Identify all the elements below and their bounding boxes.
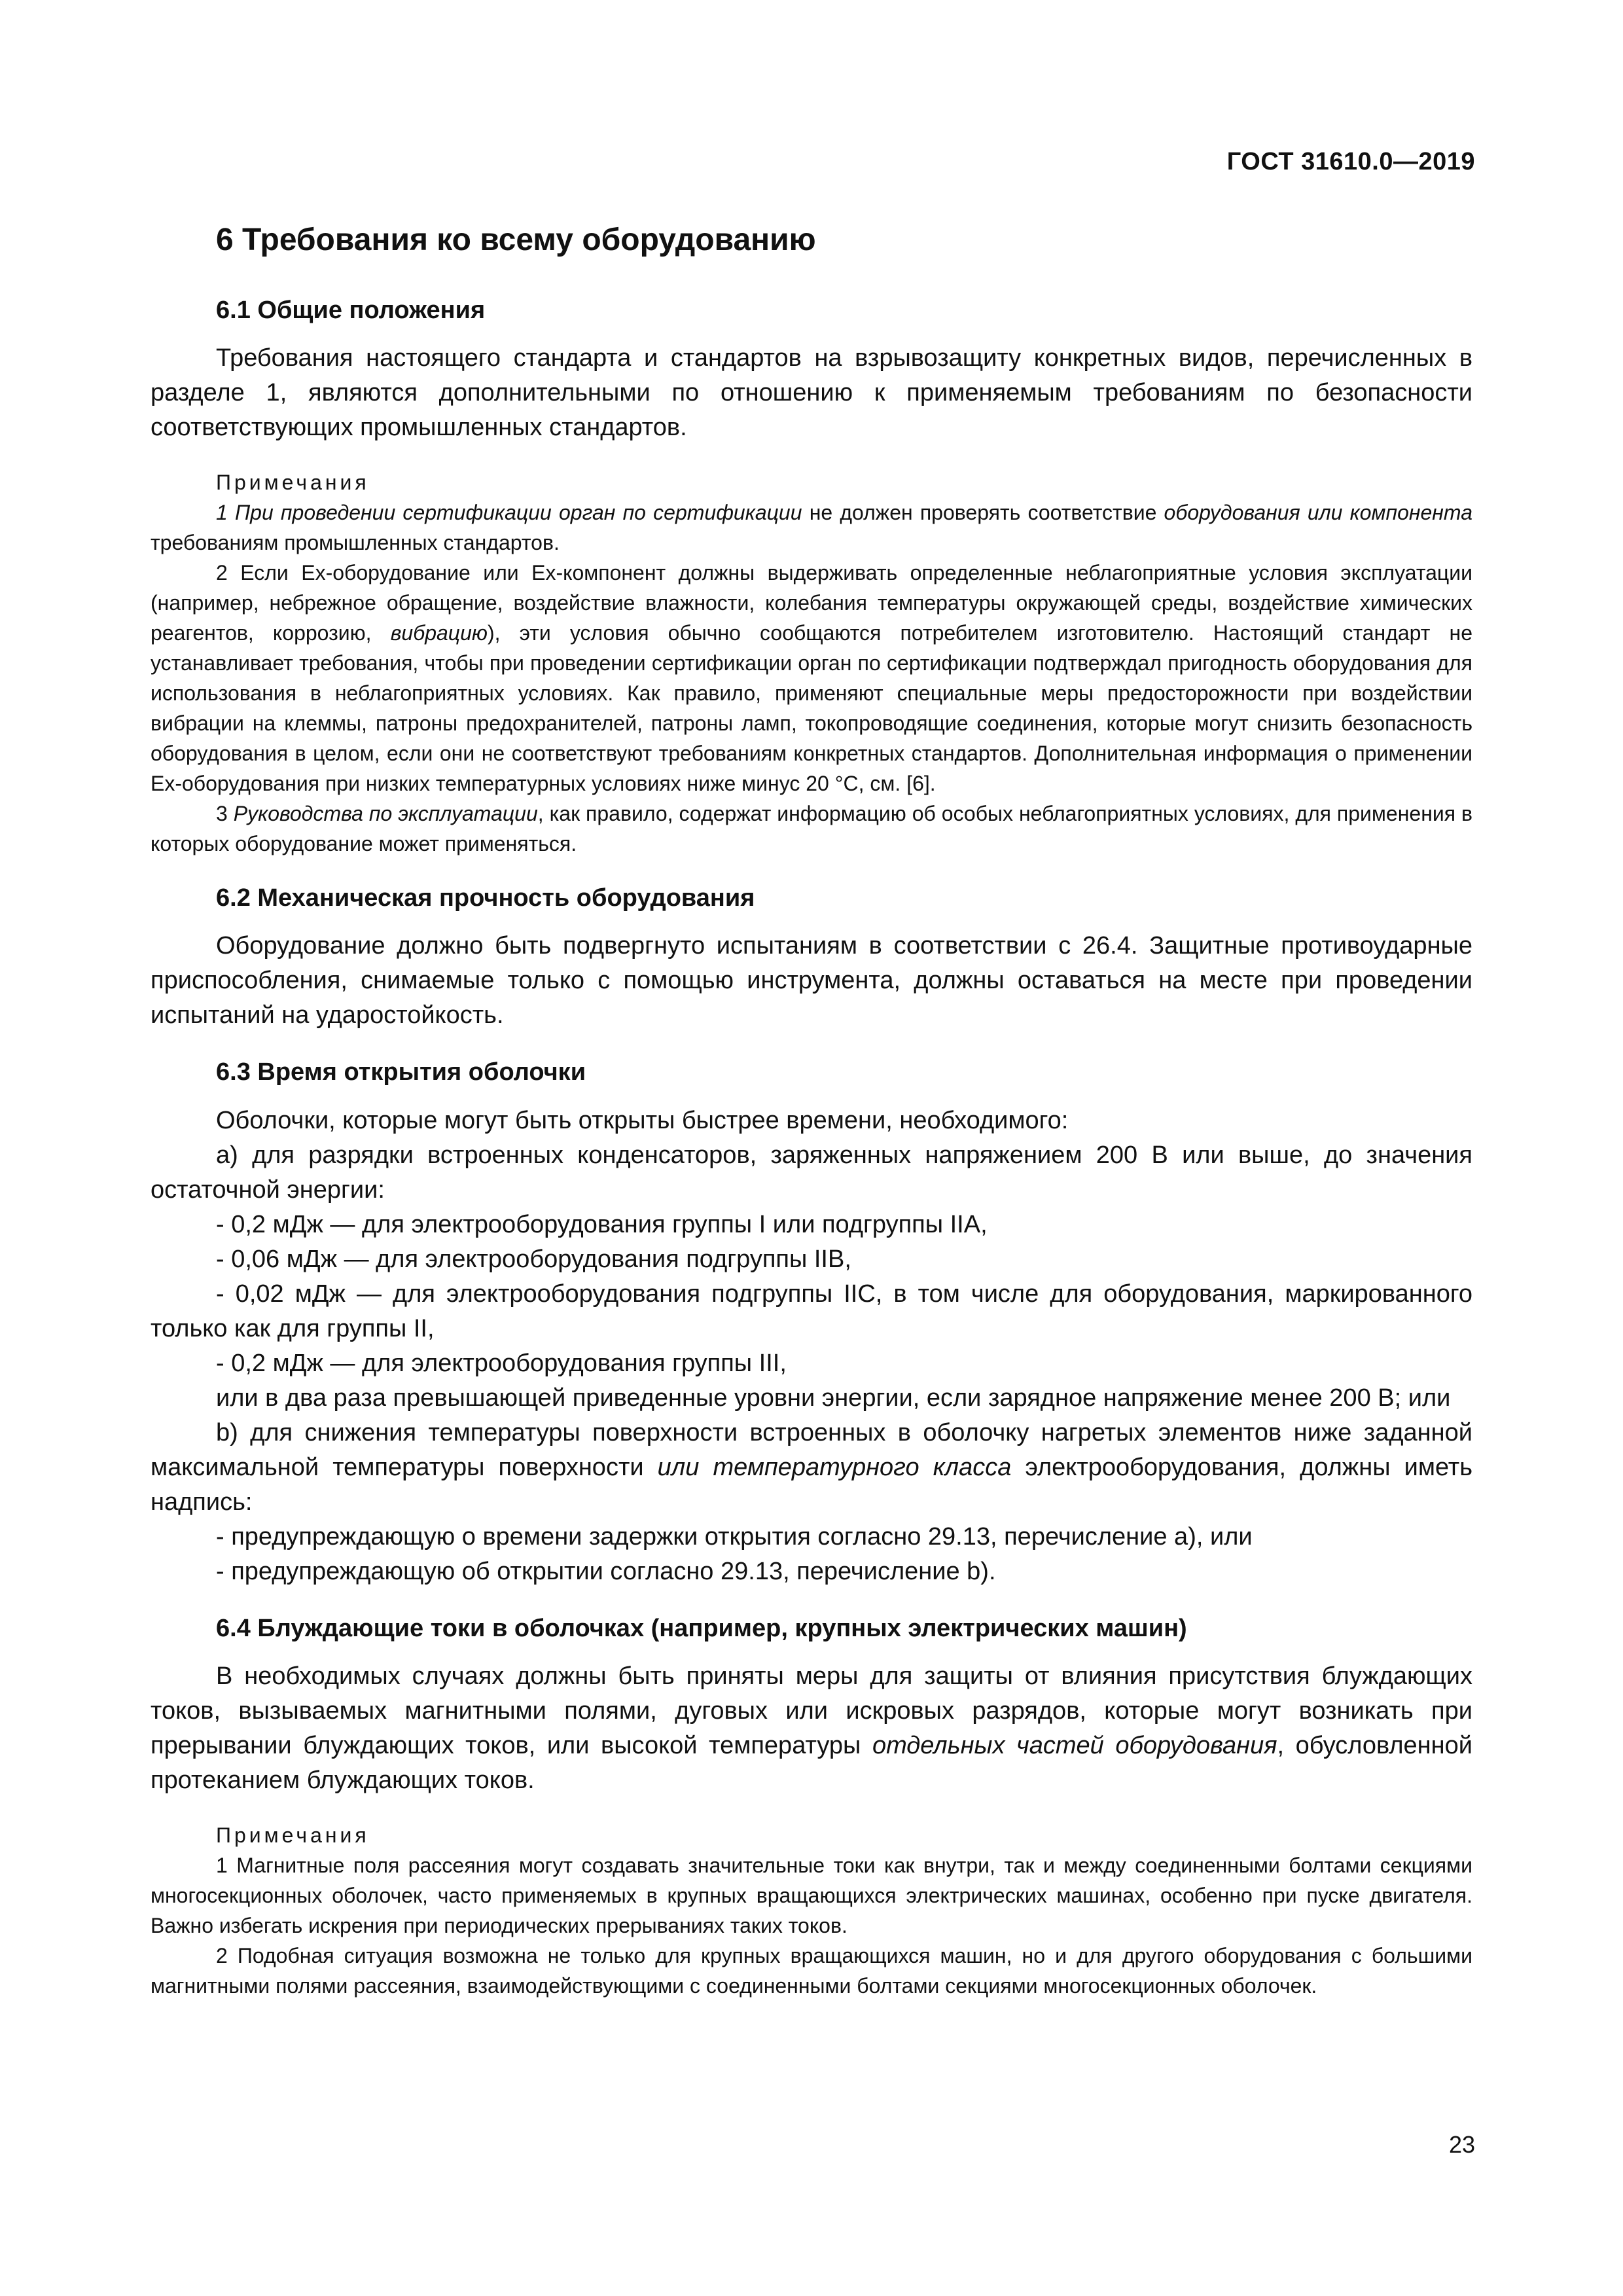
section-title: 6 Требования ко всему оборудованию: [216, 223, 816, 257]
subsection-6-4-italic: отдельных частей оборудования: [872, 1732, 1277, 1760]
subsection-6-4-text-a: В необходимых случаях должны быть приняты меры для защиты от влияния присутствия блуждающих токов, вызываемых магнитными полями, дуговых или искровых разрядов, которые могут возникать при прерывании блуждающих токов, или высокой температуры: [151, 1662, 1472, 1760]
note-1: 1 Магнитные поля рассеяния могут создавать значительные токи как внутри, так и между соединенными болтами секциями многосекционных оболочек, часто применяемых в крупных вращающихся электрических машинах, особенно при пуске двигателя. Важно избегать искрения при периодических прерываниях таких токов.: [151, 1854, 1472, 1938]
note-2-text-b: ), эти условия обычно сообщаются потребителем изготовителю. Настоящий стандарт не устанавливает требования, чтобы при проведении сертификации орган по сертификации подтверждал пригодность оборудования для использования в неблагоприятных условиях. Как правило, применяют специальные меры предосторожности при воздействии вибрации на клеммы, патроны предохранителей, патроны ламп, токопроводящие соединения, которые могут снизить безопасность оборудования в целом, если они не соответствуют требованиям конкретных стандартов. Дополнительная информация о применении Ех-оборудования при низких температурных условиях ниже минус 20 °С, см. [6].: [151, 620, 1473, 795]
list-item-b-italic: или температурного класса: [657, 1453, 1012, 1481]
note-3-number: 3: [216, 801, 234, 825]
note-2: [151, 558, 1472, 798]
note-1-text-a: не должен проверять соответствие: [802, 500, 1164, 524]
notes-block-6-1: [151, 467, 1472, 859]
note-2: 2 Подобная ситуация возможна не только для крупных вращающихся машин, но и для другого оборудования с большими магнитными полями рассеяния, взаимодействующими с соединенными болтами секциями многосекционных оболочек.: [151, 1944, 1472, 1998]
list-item-a: а) для разрядки встроенных конденсаторов, заряженных напряжением 200 В или выше, до значения остаточной энергии:: [151, 1141, 1472, 1204]
subsection-6-4-text-b: , обусловленной протеканием блуждающих токов.: [151, 1732, 1472, 1795]
subsection-6-2-title: 6.2 Механическая прочность оборудования: [216, 884, 755, 912]
note-3-text: , как правило, содержат информацию об особых неблагоприятных условиях, для применения в которых оборудование может применяться.: [151, 801, 1472, 855]
energy-level-3: - 0,02 мДж — для электрооборудования подгруппы IIC, в том числе для оборудования, маркированного только как для группы II,: [151, 1280, 1472, 1342]
subsection-6-1-paragraph: Требования настоящего стандарта и стандартов на взрывозащиту конкретных видов, перечисленных в разделе 1, являются дополнительными по отношению к применяемым требованиям по безопасности соответствующих промышленных стандартов.: [151, 344, 1472, 441]
energy-level-1: - 0,2 мДж — для электрооборудования группы I или подгруппы IIA,: [216, 1210, 988, 1238]
subsection-6-4-paragraph: [151, 1659, 1472, 1798]
warning-label-1: - предупреждающую о времени задержки открытия согласно 29.13, перечисление а), или: [216, 1522, 1253, 1551]
energy-level-2: - 0,06 мДж — для электрооборудования подгруппы IIB,: [216, 1245, 851, 1273]
notes-heading: Примечания: [216, 470, 370, 494]
note-1-text-b: требованиям промышленных стандартов.: [151, 530, 560, 554]
warning-label-2: - предупреждающую об открытии согласно 29.13, перечисление b).: [216, 1557, 996, 1585]
notes-heading: Примечания: [216, 1823, 370, 1848]
note-2-italic: вибрацию: [390, 620, 488, 645]
page-number: 23: [1448, 2131, 1475, 2158]
subsection-6-3-title: 6.3 Время открытия оболочки: [216, 1058, 586, 1086]
double-energy-clause: или в два раза превышающей приведенные уровни энергии, если зарядное напряжение менее 200 В; или: [216, 1384, 1451, 1412]
list-item-b-text-a: b) для снижения температуры поверхности встроенных в оболочку нагретых элементов ниже заданной максимальной температуры поверхности: [151, 1418, 1472, 1481]
note-1-italic-b: оборудования или компонента: [1164, 500, 1473, 524]
note-3: [151, 798, 1472, 859]
notes-block-6-4: [151, 1820, 1472, 2001]
list-item-b: [151, 1416, 1472, 1520]
note-1-italic-a: 1 При проведении сертификации орган по сертификации: [216, 500, 802, 524]
subsection-6-2-paragraph: Оборудование должно быть подвергнуто испытаниям в соответствии с 26.4. Защитные противоударные приспособления, снимаемые только с помощью инструмента, должны оставаться на месте при проведении испытаний на ударостойкость.: [151, 932, 1472, 1030]
energy-level-4: - 0,2 мДж — для электрооборудования группы III,: [216, 1349, 787, 1377]
note-3-italic: Руководства по эксплуатации: [233, 801, 538, 825]
subsection-6-1-title: 6.1 Общие положения: [216, 296, 486, 324]
subsection-6-3-intro: Оболочки, которые могут быть открыты быстрее времени, необходимого:: [216, 1106, 1069, 1134]
subsection-6-4-title: 6.4 Блуждающие токи в оболочках (например, крупных электрических машин): [216, 1614, 1187, 1642]
document-code: ГОСТ 31610.0—2019: [1226, 148, 1475, 175]
note-2-text-a: 2 Если Ех-оборудование или Ех-компонент должны выдерживать определенные неблагоприятные условия эксплуатации (например, небрежное обращение, воздействие влажности, колебания температуры окружающей среды, воздействие химических реагентов, коррозию,: [151, 560, 1472, 645]
page-content: [151, 221, 1472, 2001]
list-item-b-text-b: электрооборудования, должны иметь надпись:: [151, 1453, 1473, 1516]
note-1: [151, 497, 1472, 558]
